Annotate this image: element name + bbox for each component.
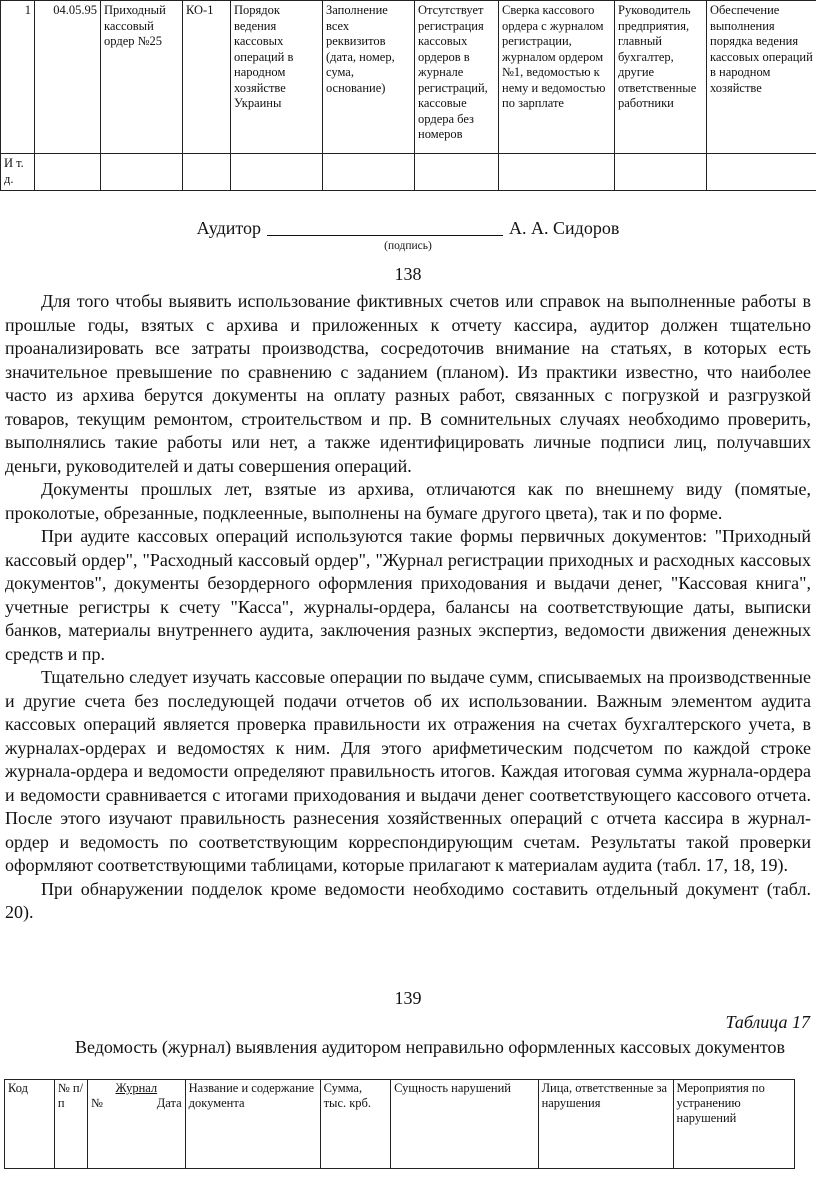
page-number: 139 [394,988,422,1008]
violations-journal-table [4,1079,795,1169]
paragraph: При аудите кассовых операций используются такие формы первичных документов: "Приходный кассовый ордер", "Расходный кассовый ордер", "Журнал регистрации приходных и расходных кассовых документов", документы безордерного оформления приходования и выдачи денег, "Кассовая книга", учетные регистры к счету "Касса", журналы-ордера, балансы на соответствующие даты, выписки банков, материалы внутреннего аудита, заключения разных экспертиз, ведомости движения денежных средств и пр. [5,526,811,664]
etc-cell: И т. д. [1,154,35,191]
journal-date-header: Дата [156,1096,182,1110]
table-title: Ведомость (журнал) выявления аудитором неправильно оформленных кассовых документов [74,1037,786,1057]
col-persons: Лица, ответственные за нарушения [538,1080,673,1169]
journal-number-header: № [91,1096,103,1110]
audit-findings-table [0,0,816,191]
table-caption: Таблица 17 [725,1012,810,1032]
auditor-label: Аудитор [196,218,262,238]
document-form: КО-1 [183,1,231,154]
corrective-measures: Обеспечение выполнения порядка ведения кассовых операций в народном хозяйстве [707,1,816,154]
violation-found: Отсутствует регистрация кассовых ордеров в журнале регистраций, кассовые ордера без номеров [415,1,499,154]
body-text [5,290,811,925]
document-name: Приходный кассовый ордер №25 [101,1,183,154]
verification-method: Сверка кассового ордера с журналом регистрации, журналом ордером №1, ведомостью к нему и ведомостью по зарплате [499,1,615,154]
signature-hint: (подпись) [384,240,432,252]
col-measures: Мероприятия по устранению нарушений [673,1080,794,1169]
table-row [1,1,816,154]
auditor-name: А. А. Сидоров [509,218,620,238]
paragraph: При обнаружении подделок кроме ведомости необходимо составить отдельный документ (табл. 20). [5,878,811,922]
journal-header: Журнал [115,1081,158,1095]
col-document-name: Название и содержание документа [185,1080,320,1169]
table-row [1,154,816,191]
col-number: № п/п [54,1080,87,1169]
auditor-signature-line [0,218,816,239]
col-code: Код [5,1080,55,1169]
row-number: 1 [1,1,35,154]
paragraph: Документы прошлых лет, взятые из архива, отличаются как по внешнему виду (помятые, проколотые, обрезанные, подклеенные, выполнены на бумаге другого цвета), так и по форме. [5,479,811,523]
procedure-reference: Порядок ведения кассовых операций в народном хозяйстве Украины [231,1,323,154]
col-journal [88,1080,186,1169]
page-number: 138 [394,264,422,284]
responsible-persons: Руководитель предприятия, главный бухгалтер, другие ответственные работники [615,1,707,154]
paragraph: Тщательно следует изучать кассовые операции по выдаче сумм, списываемых на производственные и другие счета без последующей подачи отчетов об их использовании. Важным элементом аудита кассовых операций является проверка правильности их отражения на счетах бухгалтерского учета, в журналах-ордерах и ведомостях к ним. Для этого арифметическим подсчетом по каждой строке журнала-ордера и ведомости определяют правильность итогов. Каждая итоговая сумма журнала-ордера и ведомости сравнивается с итогами приходования и выдачи денег соответствующего кассового отчета. После этого изучают правильность разнесения хозяйственных операций с отчета кассира в журнал-ордер и ведомость по соответствующим корреспондирующим счетам. Результаты такой проверки оформляют соответствующими таблицами, которые прилагают к материалам аудита (табл. 17, 18, 19). [5,667,811,875]
row-date: 04.05.95 [35,1,101,154]
requisites-fill: Заполнение всех реквизитов (дата, номер, сума, основание) [323,1,415,154]
col-sum: Сумма, тыс. крб. [320,1080,391,1169]
col-essence: Сущность нарушений [391,1080,538,1169]
signature-blank [267,235,503,236]
table-header-row [5,1080,795,1169]
paragraph: Для того чтобы выявить использование фиктивных счетов или справок на выполненные работы в прошлые годы, взятых с архива и приложенных к отчету кассира, аудитор должен тщательно проанализировать все затраты производства, сосредоточив внимание на статьях, в которых есть значительное превышение по сравнению с заданием (планом). Из практики известно, что наиболее часто из архива берутся документы на оплату разных работ, связанных с погрузкой и разгрузкой товаров, текущим ремонтом, строительством и пр. В сомнительных случаях необходимо проверить, выполнялись такие работы или нет, а также идентифицировать личные подписи лиц, получавших деньги, руководителей и даты совершения операций. [5,291,811,476]
